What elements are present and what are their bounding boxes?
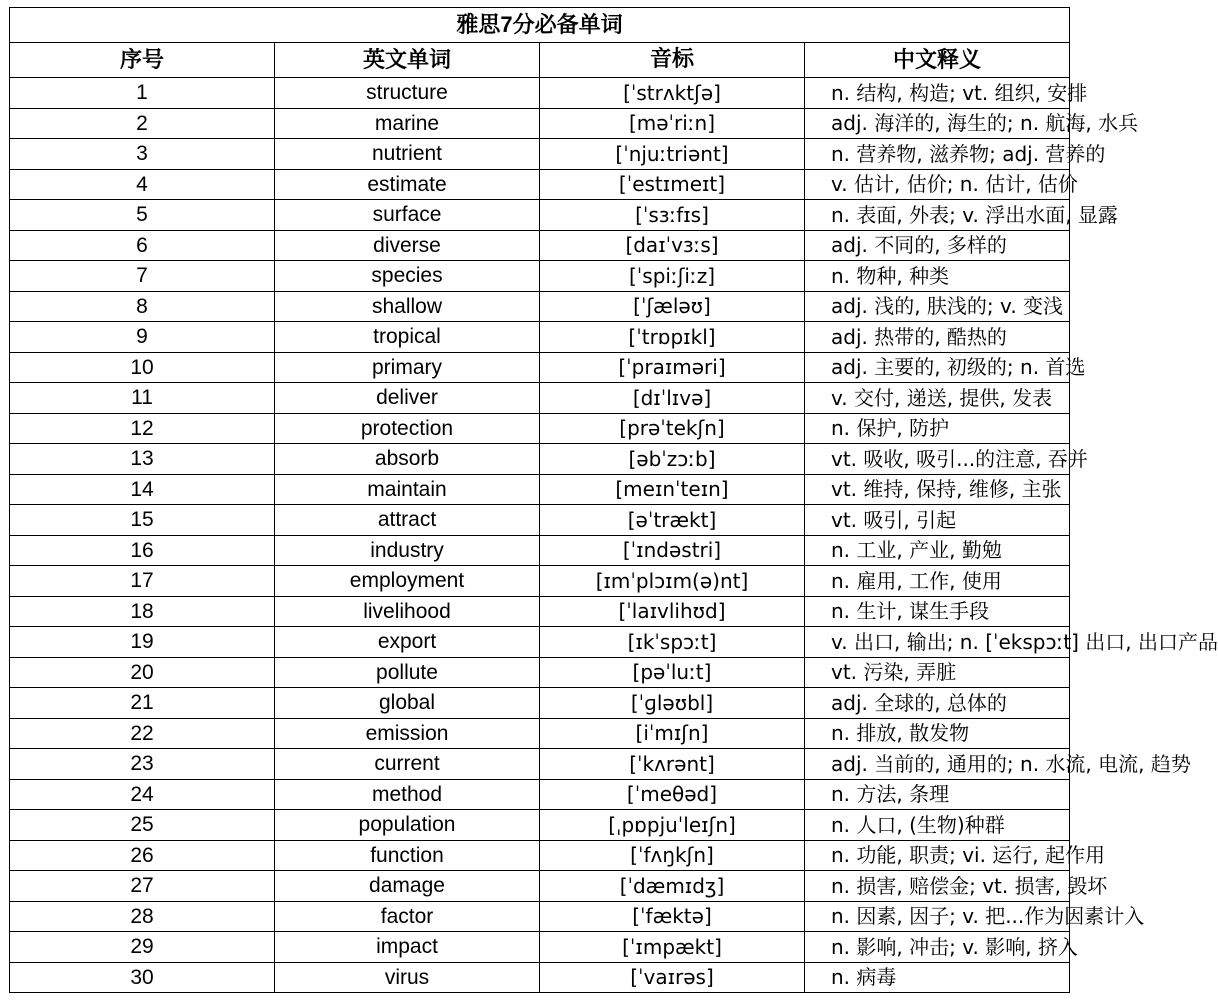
chinese-meaning: vt. 污染, 弄脏 xyxy=(805,657,1070,688)
chinese-meaning: v. 估计, 估价; n. 估计, 估价 xyxy=(805,169,1070,200)
header-word: 英文单词 xyxy=(275,43,540,78)
table-row xyxy=(10,840,1070,871)
chinese-meaning: vt. 吸引, 引起 xyxy=(805,505,1070,536)
english-word: protection xyxy=(275,413,540,444)
table-row xyxy=(10,566,1070,597)
vocabulary-sheet xyxy=(9,7,1218,993)
english-word: estimate xyxy=(275,169,540,200)
english-word: factor xyxy=(275,901,540,932)
chinese-meaning: v. 交付, 递送, 提供, 发表 xyxy=(805,383,1070,414)
table-row xyxy=(10,322,1070,353)
table-row xyxy=(10,657,1070,688)
row-number: 15 xyxy=(10,505,275,536)
row-number: 28 xyxy=(10,901,275,932)
header-meaning: 中文释义 xyxy=(805,43,1070,78)
table-row xyxy=(10,749,1070,780)
phonetic: [ˈvaɪrəs] xyxy=(540,962,805,993)
chinese-meaning: n. 结构, 构造; vt. 组织, 安排 xyxy=(805,78,1070,109)
row-number: 21 xyxy=(10,688,275,719)
table-row xyxy=(10,474,1070,505)
chinese-meaning: n. 损害, 赔偿金; vt. 损害, 毁坏 xyxy=(805,871,1070,902)
phonetic: [ˌpɒpjuˈleɪʃn] xyxy=(540,810,805,841)
english-word: deliver xyxy=(275,383,540,414)
row-number: 26 xyxy=(10,840,275,871)
phonetic: [ˈsɜːfɪs] xyxy=(540,200,805,231)
row-number: 23 xyxy=(10,749,275,780)
english-word: absorb xyxy=(275,444,540,475)
chinese-meaning: n. 排放, 散发物 xyxy=(805,718,1070,749)
row-number: 29 xyxy=(10,932,275,963)
row-number: 2 xyxy=(10,108,275,139)
english-word: emission xyxy=(275,718,540,749)
phonetic: [ˈʃæləʊ] xyxy=(540,291,805,322)
chinese-meaning: n. 病毒 xyxy=(805,962,1070,993)
table-title: 雅思7分必备单词 xyxy=(10,8,1070,43)
row-number: 14 xyxy=(10,474,275,505)
phonetic: [ˈdæmɪdʒ] xyxy=(540,871,805,902)
english-word: impact xyxy=(275,932,540,963)
row-number: 30 xyxy=(10,962,275,993)
table-row xyxy=(10,901,1070,932)
header-ipa: 音标 xyxy=(540,43,805,78)
english-word: maintain xyxy=(275,474,540,505)
phonetic: [ˈestɪmeɪt] xyxy=(540,169,805,200)
table-row xyxy=(10,688,1070,719)
english-word: pollute xyxy=(275,657,540,688)
table-row xyxy=(10,200,1070,231)
english-word: population xyxy=(275,810,540,841)
english-word: diverse xyxy=(275,230,540,261)
table-row xyxy=(10,230,1070,261)
phonetic: [ˈpraɪməri] xyxy=(540,352,805,383)
row-number: 19 xyxy=(10,627,275,658)
chinese-meaning: vt. 维持, 保持, 维修, 主张 xyxy=(805,474,1070,505)
english-word: employment xyxy=(275,566,540,597)
phonetic: [ɪmˈplɔɪm(ə)nt] xyxy=(540,566,805,597)
chinese-meaning: n. 因素, 因子; v. 把...作为因素计入 xyxy=(805,901,1070,932)
phonetic: [ˈstrʌktʃə] xyxy=(540,78,805,109)
chinese-meaning: adj. 海洋的, 海生的; n. 航海, 水兵 xyxy=(805,108,1070,139)
english-word: export xyxy=(275,627,540,658)
phonetic: [pəˈluːt] xyxy=(540,657,805,688)
row-number: 4 xyxy=(10,169,275,200)
table-row xyxy=(10,352,1070,383)
row-number: 27 xyxy=(10,871,275,902)
table-row xyxy=(10,932,1070,963)
chinese-meaning: n. 表面, 外表; v. 浮出水面, 显露 xyxy=(805,200,1070,231)
table-row xyxy=(10,871,1070,902)
english-word: industry xyxy=(275,535,540,566)
row-number: 8 xyxy=(10,291,275,322)
phonetic: [əˈtrækt] xyxy=(540,505,805,536)
row-number: 24 xyxy=(10,779,275,810)
row-number: 18 xyxy=(10,596,275,627)
chinese-meaning: adj. 主要的, 初级的; n. 首选 xyxy=(805,352,1070,383)
row-number: 10 xyxy=(10,352,275,383)
row-number: 13 xyxy=(10,444,275,475)
chinese-meaning: n. 雇用, 工作, 使用 xyxy=(805,566,1070,597)
row-number: 25 xyxy=(10,810,275,841)
phonetic: [dɪˈlɪvə] xyxy=(540,383,805,414)
phonetic: [iˈmɪʃn] xyxy=(540,718,805,749)
english-word: surface xyxy=(275,200,540,231)
phonetic: [ˈfʌŋkʃn] xyxy=(540,840,805,871)
table-row xyxy=(10,413,1070,444)
english-word: current xyxy=(275,749,540,780)
phonetic: [ɪkˈspɔːt] xyxy=(540,627,805,658)
phonetic: [ˈɡləʊbl] xyxy=(540,688,805,719)
table-row xyxy=(10,810,1070,841)
english-word: method xyxy=(275,779,540,810)
row-number: 1 xyxy=(10,78,275,109)
english-word: species xyxy=(275,261,540,292)
phonetic: [ˈɪndəstri] xyxy=(540,535,805,566)
phonetic: [ˈɪmpækt] xyxy=(540,932,805,963)
row-number: 16 xyxy=(10,535,275,566)
vocabulary-table xyxy=(9,7,1218,993)
table-row xyxy=(10,444,1070,475)
table-row xyxy=(10,596,1070,627)
chinese-meaning: n. 影响, 冲击; v. 影响, 挤入 xyxy=(805,932,1070,963)
phonetic: [əbˈzɔːb] xyxy=(540,444,805,475)
english-word: virus xyxy=(275,962,540,993)
english-word: marine xyxy=(275,108,540,139)
chinese-meaning: adj. 全球的, 总体的 xyxy=(805,688,1070,719)
table-row xyxy=(10,261,1070,292)
chinese-meaning: adj. 当前的, 通用的; n. 水流, 电流, 趋势 xyxy=(805,749,1070,780)
table-row xyxy=(10,962,1070,993)
row-number: 17 xyxy=(10,566,275,597)
phonetic: [ˈspiːʃiːz] xyxy=(540,261,805,292)
table-row xyxy=(10,139,1070,170)
row-number: 22 xyxy=(10,718,275,749)
english-word: nutrient xyxy=(275,139,540,170)
chinese-meaning: n. 工业, 产业, 勤勉 xyxy=(805,535,1070,566)
phonetic: [məˈriːn] xyxy=(540,108,805,139)
title-row xyxy=(10,8,1070,43)
row-number: 9 xyxy=(10,322,275,353)
row-number: 12 xyxy=(10,413,275,444)
chinese-meaning: n. 方法, 条理 xyxy=(805,779,1070,810)
table-row xyxy=(10,108,1070,139)
row-number: 11 xyxy=(10,383,275,414)
phonetic: [ˈlaɪvlihʊd] xyxy=(540,596,805,627)
phonetic: [ˈkʌrənt] xyxy=(540,749,805,780)
chinese-meaning: adj. 热带的, 酷热的 xyxy=(805,322,1070,353)
table-body xyxy=(10,78,1218,993)
header-row xyxy=(10,43,1070,78)
table-row xyxy=(10,535,1070,566)
chinese-meaning: n. 营养物, 滋养物; adj. 营养的 xyxy=(805,139,1070,170)
phonetic: [daɪˈvɜːs] xyxy=(540,230,805,261)
phonetic: [prəˈtekʃn] xyxy=(540,413,805,444)
english-word: function xyxy=(275,840,540,871)
english-word: livelihood xyxy=(275,596,540,627)
row-number: 3 xyxy=(10,139,275,170)
phonetic: [ˈmeθəd] xyxy=(540,779,805,810)
table-row xyxy=(10,383,1070,414)
phonetic: [ˈtrɒpɪkl] xyxy=(540,322,805,353)
english-word: shallow xyxy=(275,291,540,322)
chinese-meaning: n. 生计, 谋生手段 xyxy=(805,596,1070,627)
chinese-meaning: n. 保护, 防护 xyxy=(805,413,1070,444)
english-word: damage xyxy=(275,871,540,902)
chinese-meaning: v. 出口, 输出; n. [ˈekspɔːt] 出口, 出口产品 xyxy=(805,627,1070,658)
english-word: structure xyxy=(275,78,540,109)
header-num: 序号 xyxy=(10,43,275,78)
row-number: 7 xyxy=(10,261,275,292)
chinese-meaning: vt. 吸收, 吸引...的注意, 吞并 xyxy=(805,444,1070,475)
english-word: tropical xyxy=(275,322,540,353)
phonetic: [ˈfæktə] xyxy=(540,901,805,932)
chinese-meaning: n. 物种, 种类 xyxy=(805,261,1070,292)
chinese-meaning: n. 功能, 职责; vi. 运行, 起作用 xyxy=(805,840,1070,871)
table-row xyxy=(10,779,1070,810)
chinese-meaning: n. 人口, (生物)种群 xyxy=(805,810,1070,841)
english-word: global xyxy=(275,688,540,719)
english-word: attract xyxy=(275,505,540,536)
table-row xyxy=(10,718,1070,749)
table-row xyxy=(10,627,1070,658)
table-row xyxy=(10,169,1070,200)
row-number: 5 xyxy=(10,200,275,231)
english-word: primary xyxy=(275,352,540,383)
table-row xyxy=(10,291,1070,322)
chinese-meaning: adj. 浅的, 肤浅的; v. 变浅 xyxy=(805,291,1070,322)
phonetic: [ˈnjuːtriənt] xyxy=(540,139,805,170)
row-number: 6 xyxy=(10,230,275,261)
table-row xyxy=(10,78,1070,109)
table-row xyxy=(10,505,1070,536)
phonetic: [meɪnˈteɪn] xyxy=(540,474,805,505)
chinese-meaning: adj. 不同的, 多样的 xyxy=(805,230,1070,261)
row-number: 20 xyxy=(10,657,275,688)
